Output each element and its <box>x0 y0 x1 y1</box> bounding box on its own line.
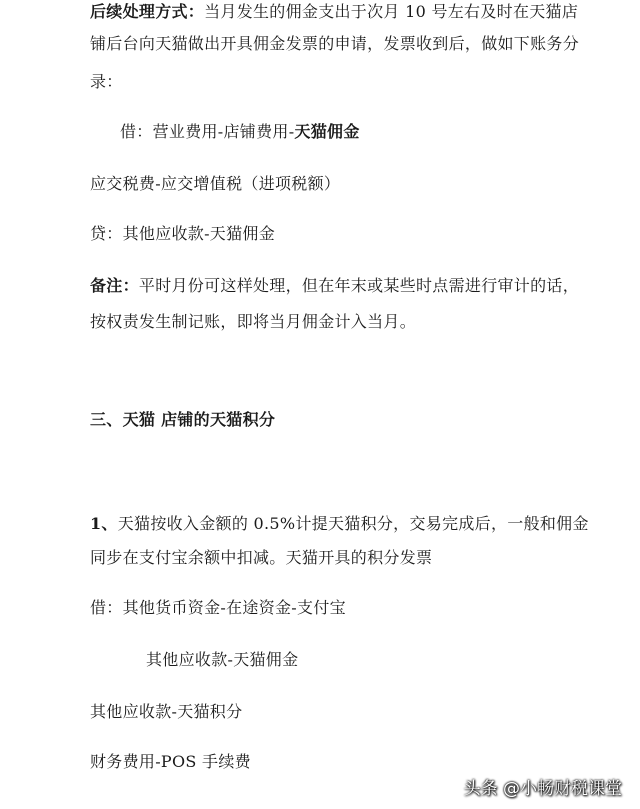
item1-number: 1、 <box>90 514 118 533</box>
item1-text: 天猫按收入金额的 0.5%计提天猫积分，交易完成后，一般和佣金 <box>117 514 589 533</box>
note-label: 备注： <box>90 276 139 295</box>
section-heading: 三、天猫 店铺的天猫积分 <box>90 410 276 429</box>
note-line2: 按权责发生制记账，即将当月佣金计入当月。 <box>90 312 417 331</box>
processing-text: 当月发生的佣金支出于次月 10 号左右及时在天猫店 <box>204 2 579 21</box>
journal2-points-line: 其他应收款-天猫积分 <box>90 702 243 721</box>
journal2-pos-fee-line: 财务费用-POS 手续费 <box>90 752 251 771</box>
processing-label: 后续处理方式： <box>90 2 205 21</box>
item1-line2: 同步在支付宝余额中扣减。天猫开具的积分发票 <box>90 548 433 567</box>
journal-debit-text: 借：营业费用-店铺费用- <box>120 122 295 141</box>
journal-debit-bold: 天猫佣金 <box>294 122 360 141</box>
note-text: 平时月份可这样处理，但在年末或某些时点需进行审计的话， <box>138 276 580 295</box>
journal-debit-line <box>120 122 360 142</box>
watermark-text: 头条 @小畅财税课堂 <box>463 779 622 799</box>
journal2-debit-line: 借：其他货币资金-在途资金-支付宝 <box>90 598 346 617</box>
journal-credit-line: 贷：其他应收款-天猫佣金 <box>90 224 276 243</box>
paragraph-processing-line3: 录： <box>90 72 123 91</box>
note-line1 <box>90 276 579 296</box>
journal2-indent-line: 其他应收款-天猫佣金 <box>146 650 299 669</box>
item1-line1 <box>90 514 589 534</box>
journal-debit-tax-line: 应交税费-应交增值税（进项税额） <box>90 174 341 193</box>
paragraph-processing-line1 <box>90 2 578 22</box>
paragraph-processing-line2: 铺后台向天猫做出开具佣金发票的申请，发票收到后，做如下账务分 <box>90 34 580 53</box>
